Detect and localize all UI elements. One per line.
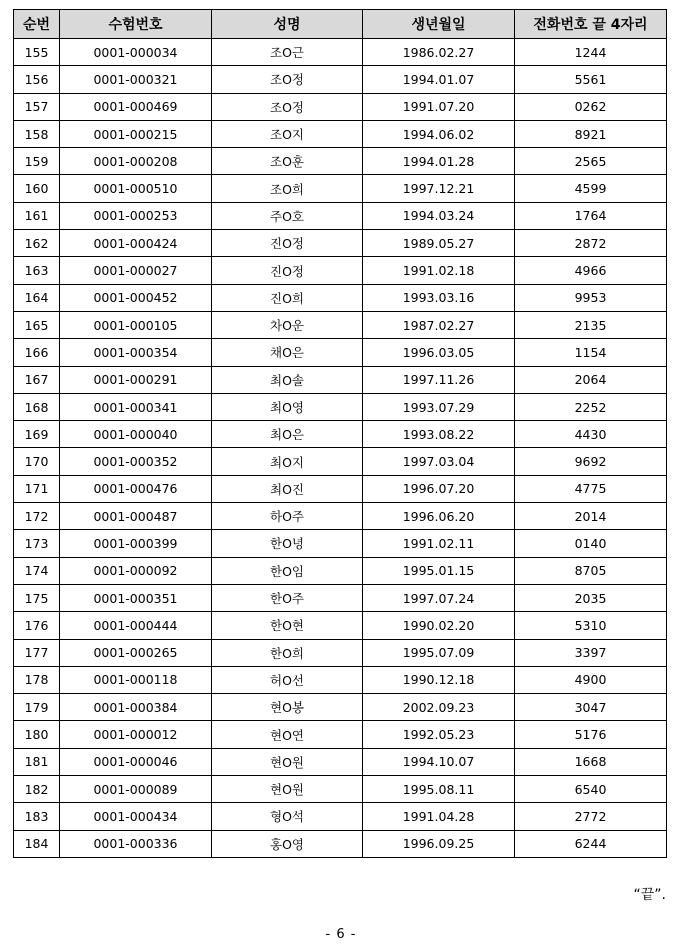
cell-name: 최O영 (212, 393, 363, 420)
cell-name: 채O은 (212, 339, 363, 366)
cell-birthdate: 1996.06.20 (363, 503, 515, 530)
cell-birthdate: 1995.08.11 (363, 776, 515, 803)
table-row (14, 557, 667, 584)
cell-seq: 170 (14, 448, 60, 475)
cell-exam-number: 0001-000510 (60, 175, 212, 202)
cell-phone-last4: 9692 (515, 448, 667, 475)
cell-phone-last4: 5561 (515, 66, 667, 93)
cell-name: 한O임 (212, 557, 363, 584)
cell-exam-number: 0001-000034 (60, 39, 212, 66)
table-row (14, 39, 667, 66)
cell-seq: 179 (14, 694, 60, 721)
cell-exam-number: 0001-000424 (60, 230, 212, 257)
table-row (14, 530, 667, 557)
cell-birthdate: 1997.11.26 (363, 366, 515, 393)
cell-seq: 164 (14, 284, 60, 311)
cell-birthdate: 2002.09.23 (363, 694, 515, 721)
cell-seq: 163 (14, 257, 60, 284)
table-row (14, 202, 667, 229)
cell-name: 홍O영 (212, 830, 363, 857)
cell-phone-last4: 6244 (515, 830, 667, 857)
cell-exam-number: 0001-000265 (60, 639, 212, 666)
cell-name: 한O주 (212, 584, 363, 611)
cell-name: 최O지 (212, 448, 363, 475)
cell-phone-last4: 1244 (515, 39, 667, 66)
cell-phone-last4: 8705 (515, 557, 667, 584)
cell-seq: 176 (14, 612, 60, 639)
cell-name: 주O호 (212, 202, 363, 229)
cell-exam-number: 0001-000208 (60, 148, 212, 175)
cell-phone-last4: 1764 (515, 202, 667, 229)
cell-phone-last4: 2252 (515, 393, 667, 420)
table-row (14, 503, 667, 530)
cell-phone-last4: 1668 (515, 748, 667, 775)
cell-seq: 180 (14, 721, 60, 748)
cell-seq: 172 (14, 503, 60, 530)
cell-name: 현O원 (212, 748, 363, 775)
table-row (14, 666, 667, 693)
cell-birthdate: 1996.09.25 (363, 830, 515, 857)
cell-exam-number: 0001-000476 (60, 475, 212, 502)
table-row (14, 803, 667, 830)
table-body (14, 39, 667, 858)
cell-seq: 165 (14, 311, 60, 338)
cell-name: 최O은 (212, 421, 363, 448)
header-row (14, 10, 667, 39)
cell-birthdate: 1994.01.28 (363, 148, 515, 175)
cell-phone-last4: 4599 (515, 175, 667, 202)
table-row (14, 830, 667, 857)
cell-birthdate: 1987.02.27 (363, 311, 515, 338)
cell-seq: 158 (14, 120, 60, 147)
cell-name: 진O정 (212, 257, 363, 284)
cell-exam-number: 0001-000215 (60, 120, 212, 147)
cell-exam-number: 0001-000012 (60, 721, 212, 748)
header-birthdate: 생년월일 (363, 10, 515, 39)
cell-phone-last4: 9953 (515, 284, 667, 311)
cell-birthdate: 1989.05.27 (363, 230, 515, 257)
cell-birthdate: 1993.08.22 (363, 421, 515, 448)
cell-exam-number: 0001-000291 (60, 366, 212, 393)
cell-birthdate: 1994.03.24 (363, 202, 515, 229)
cell-exam-number: 0001-000487 (60, 503, 212, 530)
cell-birthdate: 1994.01.07 (363, 66, 515, 93)
cell-exam-number: 0001-000321 (60, 66, 212, 93)
cell-name: 조O지 (212, 120, 363, 147)
cell-birthdate: 1996.07.20 (363, 475, 515, 502)
cell-exam-number: 0001-000046 (60, 748, 212, 775)
cell-exam-number: 0001-000105 (60, 311, 212, 338)
cell-seq: 173 (14, 530, 60, 557)
cell-name: 현O봉 (212, 694, 363, 721)
results-table (13, 9, 667, 858)
cell-exam-number: 0001-000118 (60, 666, 212, 693)
cell-exam-number: 0001-000027 (60, 257, 212, 284)
table-row (14, 339, 667, 366)
table-row (14, 721, 667, 748)
cell-phone-last4: 2064 (515, 366, 667, 393)
cell-seq: 157 (14, 93, 60, 120)
header-name: 성명 (212, 10, 363, 39)
cell-name: 허O선 (212, 666, 363, 693)
cell-name: 조O근 (212, 39, 363, 66)
cell-birthdate: 1995.01.15 (363, 557, 515, 584)
cell-name: 최O진 (212, 475, 363, 502)
table-row (14, 584, 667, 611)
cell-seq: 156 (14, 66, 60, 93)
cell-seq: 160 (14, 175, 60, 202)
cell-exam-number: 0001-000354 (60, 339, 212, 366)
table-row (14, 694, 667, 721)
cell-seq: 166 (14, 339, 60, 366)
cell-exam-number: 0001-000469 (60, 93, 212, 120)
table-row (14, 612, 667, 639)
cell-name: 진O정 (212, 230, 363, 257)
cell-name: 조O정 (212, 66, 363, 93)
cell-phone-last4: 2035 (515, 584, 667, 611)
cell-birthdate: 1994.10.07 (363, 748, 515, 775)
cell-phone-last4: 1154 (515, 339, 667, 366)
cell-phone-last4: 2565 (515, 148, 667, 175)
cell-exam-number: 0001-000351 (60, 584, 212, 611)
cell-name: 하O주 (212, 503, 363, 530)
table-row (14, 120, 667, 147)
cell-phone-last4: 0262 (515, 93, 667, 120)
cell-name: 한O희 (212, 639, 363, 666)
cell-name: 진O희 (212, 284, 363, 311)
cell-phone-last4: 2135 (515, 311, 667, 338)
cell-exam-number: 0001-000434 (60, 803, 212, 830)
table-row (14, 366, 667, 393)
cell-birthdate: 1997.12.21 (363, 175, 515, 202)
cell-birthdate: 1991.02.11 (363, 530, 515, 557)
cell-phone-last4: 4775 (515, 475, 667, 502)
cell-exam-number: 0001-000092 (60, 557, 212, 584)
table-row (14, 257, 667, 284)
header-seq: 순번 (14, 10, 60, 39)
cell-phone-last4: 4966 (515, 257, 667, 284)
cell-birthdate: 1993.07.29 (363, 393, 515, 420)
cell-exam-number: 0001-000452 (60, 284, 212, 311)
cell-name: 조O훈 (212, 148, 363, 175)
cell-phone-last4: 4430 (515, 421, 667, 448)
table-row (14, 748, 667, 775)
table-row (14, 776, 667, 803)
cell-birthdate: 1986.02.27 (363, 39, 515, 66)
cell-name: 최O솔 (212, 366, 363, 393)
cell-name: 한O현 (212, 612, 363, 639)
table-row (14, 639, 667, 666)
cell-phone-last4: 2872 (515, 230, 667, 257)
cell-seq: 155 (14, 39, 60, 66)
cell-seq: 161 (14, 202, 60, 229)
cell-seq: 177 (14, 639, 60, 666)
table-row (14, 421, 667, 448)
cell-birthdate: 1994.06.02 (363, 120, 515, 147)
cell-exam-number: 0001-000352 (60, 448, 212, 475)
cell-name: 한O녕 (212, 530, 363, 557)
cell-exam-number: 0001-000444 (60, 612, 212, 639)
cell-seq: 178 (14, 666, 60, 693)
table-row (14, 393, 667, 420)
cell-seq: 183 (14, 803, 60, 830)
table-row (14, 284, 667, 311)
cell-seq: 159 (14, 148, 60, 175)
cell-seq: 181 (14, 748, 60, 775)
cell-birthdate: 1990.12.18 (363, 666, 515, 693)
cell-phone-last4: 0140 (515, 530, 667, 557)
cell-phone-last4: 2014 (515, 503, 667, 530)
table-row (14, 311, 667, 338)
cell-birthdate: 1991.04.28 (363, 803, 515, 830)
cell-phone-last4: 6540 (515, 776, 667, 803)
cell-birthdate: 1992.05.23 (363, 721, 515, 748)
cell-birthdate: 1991.07.20 (363, 93, 515, 120)
cell-seq: 175 (14, 584, 60, 611)
cell-birthdate: 1995.07.09 (363, 639, 515, 666)
cell-name: 형O석 (212, 803, 363, 830)
header-phone-last4: 전화번호 끝 4자리 (515, 10, 667, 39)
table-row (14, 475, 667, 502)
cell-seq: 162 (14, 230, 60, 257)
cell-exam-number: 0001-000399 (60, 530, 212, 557)
cell-phone-last4: 3397 (515, 639, 667, 666)
cell-birthdate: 1990.02.20 (363, 612, 515, 639)
cell-exam-number: 0001-000089 (60, 776, 212, 803)
cell-birthdate: 1991.02.18 (363, 257, 515, 284)
cell-name: 조O희 (212, 175, 363, 202)
cell-phone-last4: 3047 (515, 694, 667, 721)
cell-seq: 168 (14, 393, 60, 420)
cell-exam-number: 0001-000341 (60, 393, 212, 420)
cell-exam-number: 0001-000253 (60, 202, 212, 229)
table-row (14, 93, 667, 120)
cell-name: 조O정 (212, 93, 363, 120)
cell-birthdate: 1996.03.05 (363, 339, 515, 366)
cell-birthdate: 1997.07.24 (363, 584, 515, 611)
cell-seq: 169 (14, 421, 60, 448)
table-row (14, 175, 667, 202)
table-row (14, 148, 667, 175)
cell-exam-number: 0001-000040 (60, 421, 212, 448)
cell-seq: 167 (14, 366, 60, 393)
cell-birthdate: 1993.03.16 (363, 284, 515, 311)
cell-name: 현O원 (212, 776, 363, 803)
cell-seq: 184 (14, 830, 60, 857)
cell-phone-last4: 2772 (515, 803, 667, 830)
end-mark: “끝”. (633, 887, 666, 903)
page-number: - 6 - (325, 927, 357, 942)
table-header (14, 10, 667, 39)
cell-phone-last4: 4900 (515, 666, 667, 693)
cell-exam-number: 0001-000384 (60, 694, 212, 721)
cell-name: 현O연 (212, 721, 363, 748)
header-exam-number: 수험번호 (60, 10, 212, 39)
cell-birthdate: 1997.03.04 (363, 448, 515, 475)
cell-exam-number: 0001-000336 (60, 830, 212, 857)
table-row (14, 230, 667, 257)
cell-seq: 182 (14, 776, 60, 803)
cell-seq: 171 (14, 475, 60, 502)
cell-name: 차O운 (212, 311, 363, 338)
cell-phone-last4: 5310 (515, 612, 667, 639)
cell-phone-last4: 8921 (515, 120, 667, 147)
cell-seq: 174 (14, 557, 60, 584)
table-row (14, 448, 667, 475)
cell-phone-last4: 5176 (515, 721, 667, 748)
table-row (14, 66, 667, 93)
